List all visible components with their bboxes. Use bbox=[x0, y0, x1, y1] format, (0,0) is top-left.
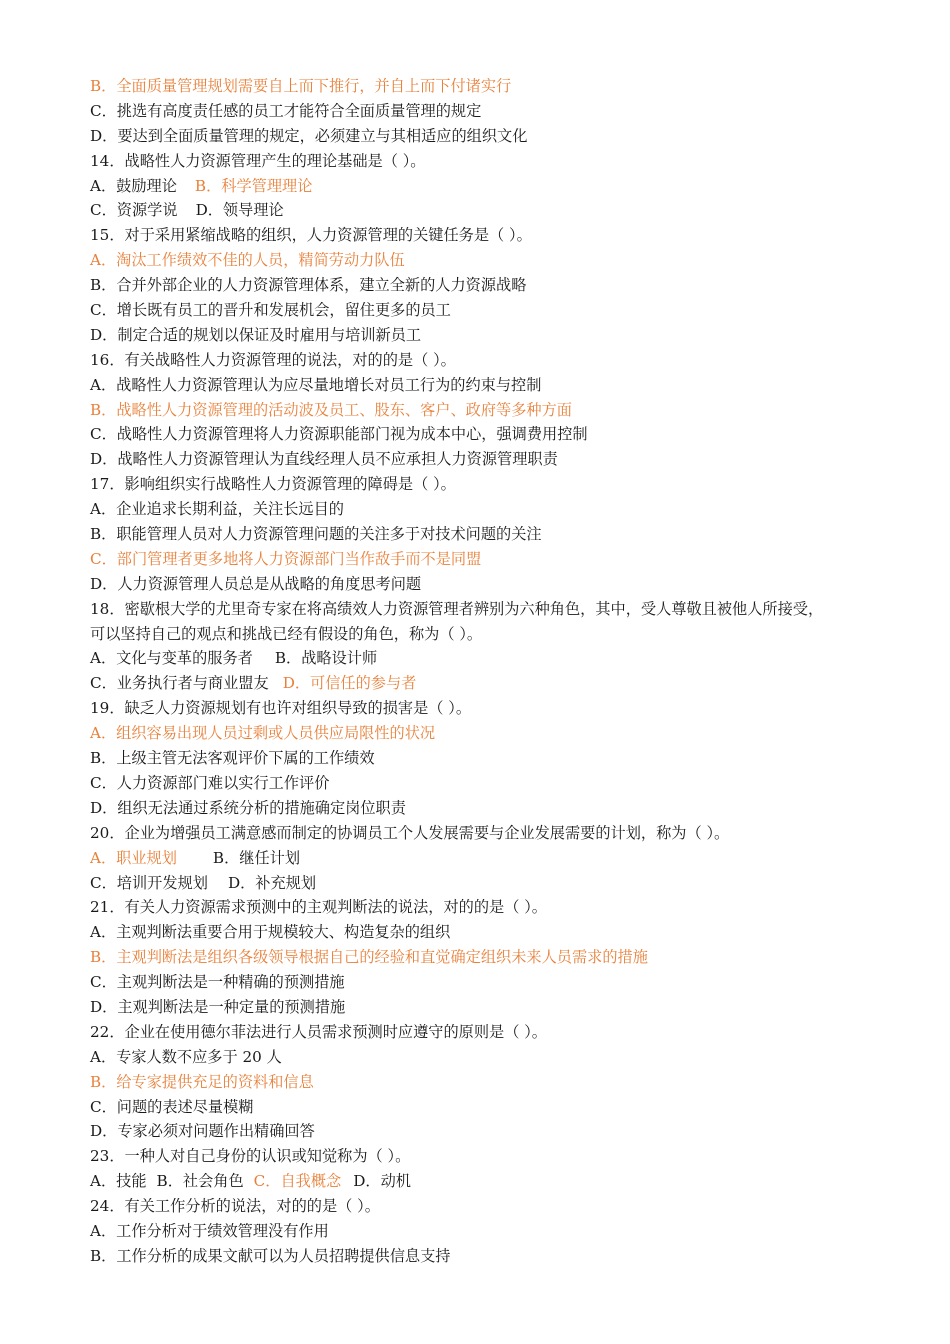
text-line bbox=[90, 1244, 910, 1269]
line-text: 17．影响组织实行战略性人力资源管理的障碍是（ ）。 bbox=[90, 475, 456, 494]
line-text: A．主观判断法重要合用于规模较大、构造复杂的组织 bbox=[90, 923, 451, 942]
text-line bbox=[90, 671, 910, 696]
line-text: A．工作分析对于绩效管理没有作用 bbox=[90, 1221, 329, 1240]
text-line bbox=[90, 1144, 910, 1169]
line-text: 22．企业在使用德尔菲法进行人员需求预测时应遵守的原则是（ ）。 bbox=[90, 1022, 547, 1041]
line-text: C．培训开发规划 bbox=[90, 873, 208, 892]
text-line bbox=[90, 547, 910, 572]
line-text: C．增长既有员工的晋升和发展机会，留住更多的员工 bbox=[90, 301, 451, 320]
line-text: 18．密歇根大学的尤里奇专家在将高绩效人力资源管理者辨别为六种角色，其中，受人尊敬且被他人所接受， bbox=[90, 599, 824, 618]
line-text: D．制定合适的规划以保证及时雇用与培训新员工 bbox=[90, 325, 422, 344]
answer-option: B．科学管理理论 bbox=[194, 176, 313, 195]
line-text: D．要达到全面质量管理的规定，必须建立与其相适应的组织文化 bbox=[90, 126, 528, 145]
line-text: B．合并外部企业的人力资源管理体系，建立全新的人力资源战略 bbox=[90, 276, 527, 295]
line-text: 可以坚持自己的观点和挑战已经有假设的角色，称为（ ）。 bbox=[90, 624, 483, 643]
line-text: 16．有关战略性人力资源管理的说法，对的的是（ ）。 bbox=[90, 350, 456, 369]
text-line bbox=[90, 522, 910, 547]
text-line bbox=[90, 1194, 910, 1219]
line-text: B．战略设计师 bbox=[274, 649, 378, 668]
text-line bbox=[90, 149, 910, 174]
line-text: 15．对于采用紧缩战略的组织，人力资源管理的关键任务是（ ）。 bbox=[90, 226, 532, 245]
text-line bbox=[90, 871, 910, 896]
text-line bbox=[90, 298, 910, 323]
text-line bbox=[90, 1119, 910, 1144]
line-text: A．专家人数不应多于 20 人 bbox=[90, 1047, 282, 1066]
line-text: D．组织无法通过系统分析的措施确定岗位职责 bbox=[90, 798, 406, 817]
text-line bbox=[90, 198, 910, 223]
text-line bbox=[90, 895, 910, 920]
line-text: C．主观判断法是一种精确的预测措施 bbox=[90, 973, 345, 992]
line-text: A．文化与变革的服务者 bbox=[90, 649, 253, 668]
text-line bbox=[90, 99, 910, 124]
line-text: B．上级主管无法客观评价下属的工作绩效 bbox=[90, 749, 375, 768]
line-text: D．补充规划 bbox=[227, 873, 317, 892]
line-text: B．工作分析的成果文献可以为人员招聘提供信息支持 bbox=[90, 1246, 451, 1265]
text-line bbox=[90, 273, 910, 298]
text-line bbox=[90, 622, 910, 647]
text-line bbox=[90, 74, 910, 99]
text-line bbox=[90, 721, 910, 746]
line-text: C．业务执行者与商业盟友 bbox=[90, 674, 269, 693]
answer-option: A．淘汰工作绩效不佳的人员，精简劳动力队伍 bbox=[90, 251, 405, 270]
answer-option: A．组织容易出现人员过剩或人员供应局限性的状况 bbox=[90, 724, 436, 743]
line-text: D．主观判断法是一种定量的预测措施 bbox=[90, 997, 346, 1016]
line-text: 24．有关工作分析的说法，对的的是（ ）。 bbox=[90, 1197, 380, 1216]
line-text: D．领导理论 bbox=[195, 201, 284, 220]
text-line bbox=[90, 223, 910, 248]
text-line bbox=[90, 497, 910, 522]
text-line bbox=[90, 348, 910, 373]
line-text: B．职能管理人员对人力资源管理问题的关注多于对技术问题的关注 bbox=[90, 525, 542, 544]
text-line bbox=[90, 174, 910, 199]
text-line bbox=[90, 746, 910, 771]
text-line bbox=[90, 1095, 910, 1120]
line-text: 21．有关人力资源需求预测中的主观判断法的说法，对的的是（ ）。 bbox=[90, 898, 547, 917]
text-line bbox=[90, 597, 910, 622]
question-list bbox=[90, 74, 910, 1269]
text-line bbox=[90, 646, 910, 671]
line-text: 20．企业为增强员工满意感而制定的协调员工个人发展需要与企业发展需要的计划，称为（ ）。 bbox=[90, 823, 730, 842]
answer-option: B．主观判断法是组织各级领导根据自己的经验和直觉确定组织未来人员需求的措施 bbox=[90, 948, 648, 967]
line-text: C．资源学说 bbox=[90, 201, 178, 220]
text-line bbox=[90, 846, 910, 871]
answer-option: C．部门管理者更多地将人力资源部门当作敌手而不是同盟 bbox=[90, 549, 482, 568]
line-text: C．战略性人力资源管理将人力资源职能部门视为成本中心，强调费用控制 bbox=[90, 425, 588, 444]
line-text: A．鼓励理论 bbox=[90, 176, 177, 195]
answer-option: B．战略性人力资源管理的活动波及员工、股东、客户、政府等多种方面 bbox=[90, 400, 572, 419]
text-line bbox=[90, 995, 910, 1020]
line-text: 23．一种人对自己身份的认识或知觉称为（ ）。 bbox=[90, 1147, 411, 1166]
line-text: A．战略性人力资源管理认为应尽量地增长对员工行为的约束与控制 bbox=[90, 375, 542, 394]
line-text: A．企业追求长期利益，关注长远目的 bbox=[90, 500, 344, 519]
text-line bbox=[90, 1020, 910, 1045]
text-line bbox=[90, 248, 910, 273]
text-line bbox=[90, 920, 910, 945]
line-text: D．战略性人力资源管理认为直线经理人员不应承担人力资源管理职责 bbox=[90, 450, 558, 469]
answer-option: B．全面质量管理规划需要自上而下推行，并自上而下付诸实行 bbox=[90, 77, 512, 95]
answer-option: B．给专家提供充足的资料和信息 bbox=[90, 1072, 314, 1091]
text-line bbox=[90, 1219, 910, 1244]
text-line bbox=[90, 572, 910, 597]
text-line bbox=[90, 1070, 910, 1095]
text-line bbox=[90, 472, 910, 497]
line-text: C．挑选有高度责任感的员工才能符合全面质量管理的规定 bbox=[90, 101, 482, 120]
line-text: 19．缺乏人力资源规划有也许对组织导致的损害是（ ）。 bbox=[90, 699, 472, 718]
text-line bbox=[90, 945, 910, 970]
line-text: A．技能 bbox=[90, 1172, 147, 1191]
text-line bbox=[90, 796, 910, 821]
answer-option: D．可信任的参与者 bbox=[282, 674, 417, 693]
line-text: C．人力资源部门难以实行工作评价 bbox=[90, 773, 330, 792]
answer-option: A．职业规划 bbox=[90, 848, 177, 867]
line-text: B．社会角色 bbox=[156, 1172, 244, 1191]
line-text: B．继任计划 bbox=[212, 848, 301, 867]
text-line bbox=[90, 970, 910, 995]
text-line bbox=[90, 323, 910, 348]
line-text: C．问题的表述尽量模糊 bbox=[90, 1097, 254, 1116]
line-text: 14．战略性人力资源管理产生的理论基础是（ ）。 bbox=[90, 151, 426, 170]
text-line bbox=[90, 821, 910, 846]
answer-option: C．自我概念 bbox=[253, 1172, 342, 1191]
text-line bbox=[90, 771, 910, 796]
text-line bbox=[90, 696, 910, 721]
text-line bbox=[90, 422, 910, 447]
text-line bbox=[90, 1045, 910, 1070]
text-line bbox=[90, 124, 910, 149]
line-text: D．人力资源管理人员总是从战略的角度思考问题 bbox=[90, 574, 422, 593]
text-line bbox=[90, 447, 910, 472]
text-line bbox=[90, 373, 910, 398]
text-line bbox=[90, 398, 910, 423]
line-text: D．专家必须对问题作出精确回答 bbox=[90, 1122, 315, 1141]
text-line bbox=[90, 1169, 910, 1194]
line-text: D．动机 bbox=[353, 1172, 411, 1191]
